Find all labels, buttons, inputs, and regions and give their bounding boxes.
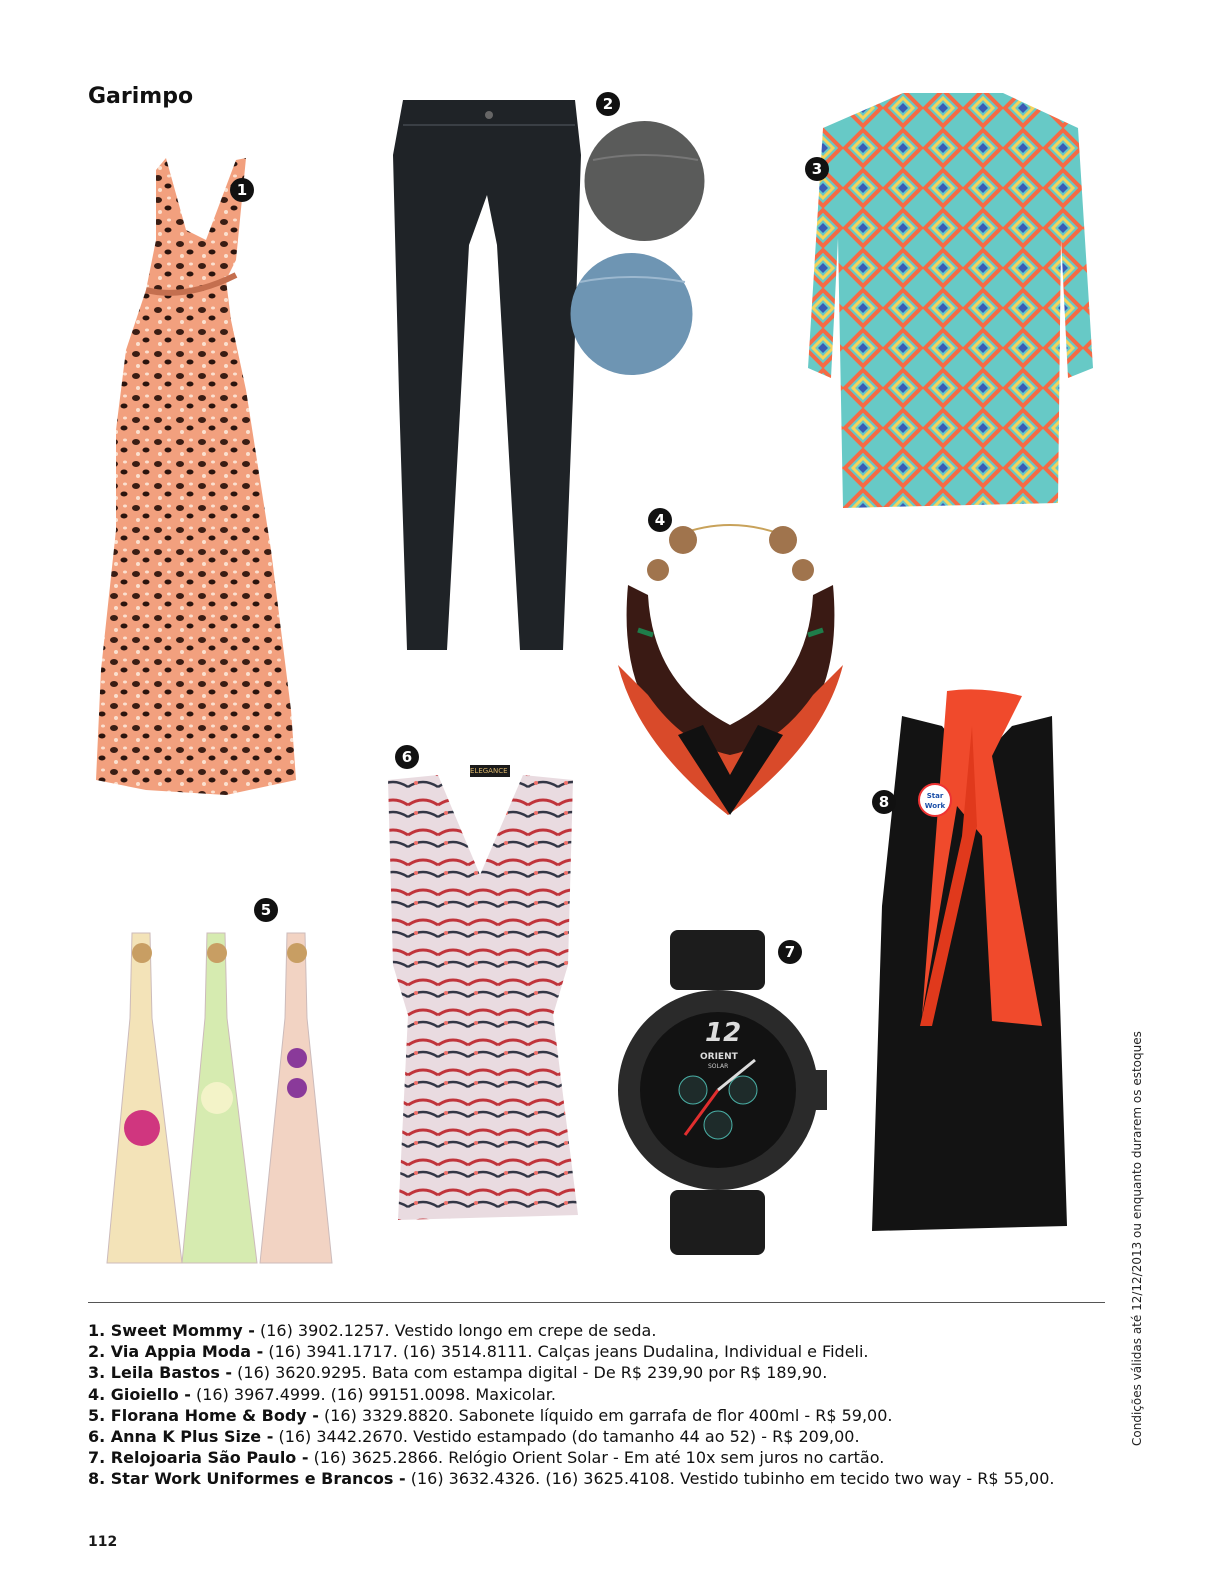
dress-1-image xyxy=(86,150,306,800)
validity-note: Condições válidas até 12/12/2013 ou enquanto durarem os estoques xyxy=(1130,1031,1144,1446)
dress-8-pin xyxy=(918,783,952,817)
watch-bezel-number: 12 xyxy=(705,1018,742,1048)
credit-item: 7. Relojoaria São Paulo - (16) 3625.2866. Relógio Orient Solar - Em até 10x sem juros no cartão. xyxy=(88,1448,885,1468)
badge-7: 7 xyxy=(778,940,802,964)
watch-7-image xyxy=(615,930,830,1255)
credit-item: 5. Florana Home & Body - (16) 3329.8820. Sabonete líquido em garrafa de flor 400ml - R$ 59,00. xyxy=(88,1405,893,1425)
credit-item: 6. Anna K Plus Size - (16) 3442.2670. Vestido estampado (do tamanho 44 ao 52) - R$ 209,00. xyxy=(88,1427,860,1447)
jeans-swatch-blue xyxy=(570,252,693,376)
jeans-2-image xyxy=(385,95,585,655)
badge-4: 4 xyxy=(648,508,672,532)
credit-item: 1. Sweet Mommy - (16) 3902.1257. Vestido longo em crepe de seda. xyxy=(88,1321,657,1340)
credit-item: 8. Star Work Uniformes e Brancos - (16) 3632.4326. (16) 3625.4108. Vestido tubinho em tecido two way - R$ 55,00. xyxy=(88,1469,1055,1489)
credit-item: 4. Gioiello - (16) 3967.4999. (16) 99151.0098. Maxicolar. xyxy=(88,1384,556,1404)
dress-6-image xyxy=(378,765,582,1223)
dress-8-image xyxy=(862,686,1086,1248)
badge-3: 3 xyxy=(805,157,829,181)
badge-6: 6 xyxy=(395,745,419,769)
badge-5: 5 xyxy=(254,898,278,922)
bottles-5-image xyxy=(102,928,334,1270)
watch-model: SOLAR xyxy=(708,1063,729,1070)
badge-8: 8 xyxy=(872,790,896,814)
star-work-pin-text: Star Work xyxy=(924,792,946,810)
dress-6-tag: ELEGANCE xyxy=(470,767,508,775)
watch-brand: ORIENT xyxy=(700,1052,738,1062)
section-title: Garimpo xyxy=(88,84,194,109)
divider xyxy=(88,1302,1105,1303)
badge-1: 1 xyxy=(230,178,254,202)
credit-item: 3. Leila Bastos - (16) 3620.9295. Bata com estampa digital - De R$ 239,90 por R$ 189,90. xyxy=(88,1363,828,1383)
necklace-4-image xyxy=(598,515,863,825)
jeans-swatch-grey xyxy=(583,120,706,242)
credit-item: 2. Via Appia Moda - (16) 3941.1717. (16) 3514.8111. Calças jeans Dudalina, Individual e Fideli. xyxy=(88,1342,869,1362)
credits-list xyxy=(88,1320,1054,1490)
badge-2: 2 xyxy=(596,92,620,116)
blouse-3-image xyxy=(803,88,1098,512)
page-number: 112 xyxy=(88,1534,118,1550)
